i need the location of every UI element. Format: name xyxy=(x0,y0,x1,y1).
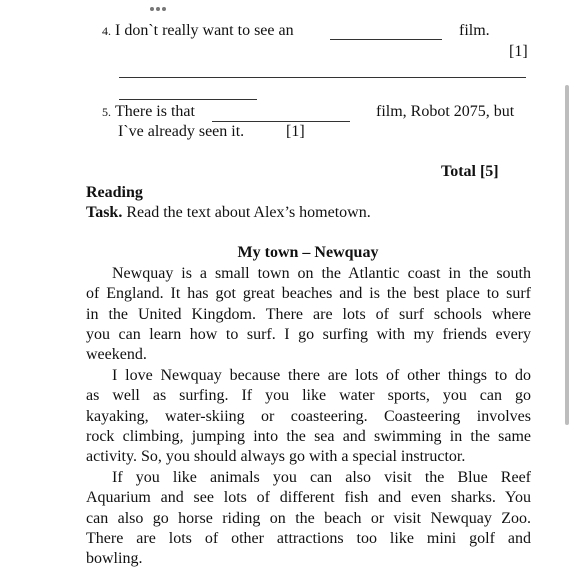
task-text: Read the text about Alex’s hometown. xyxy=(126,204,371,221)
cropped-text-fragment xyxy=(150,0,168,2)
total-score: Total [5] xyxy=(441,163,499,180)
question-text-line2: I`ve already seen it. xyxy=(118,123,245,140)
paragraph-line: in the United Kingdom. There are lots of surf schools where xyxy=(86,305,531,323)
article-paragraph-1 xyxy=(86,264,531,365)
task-label: Task. xyxy=(86,204,123,221)
question-text-end: film. xyxy=(459,22,490,39)
question-text-end: film, Robot 2075, but xyxy=(376,103,515,120)
question-5 xyxy=(102,103,195,121)
paragraph-line: I love Newquay because there are lots of other things to do xyxy=(112,367,531,384)
paragraph-line: There are lots of other attractions too like mini golf and xyxy=(86,529,531,547)
paragraph-line: as well as surfing. If you like water sports, you can go xyxy=(86,387,531,405)
article-paragraph-2 xyxy=(86,366,531,467)
paragraph-line: Aquarium and see lots of different fish and even sharks. You xyxy=(86,489,531,507)
question-number: 5. xyxy=(102,105,111,119)
question-text: There is that xyxy=(115,103,195,120)
answer-blank[interactable] xyxy=(212,121,350,122)
question-text: I don`t really want to see an xyxy=(115,22,294,39)
question-4 xyxy=(102,22,294,40)
paragraph-line: Newquay is a small town on the Atlantic coast in the south xyxy=(112,265,531,282)
paragraph-line: kayaking, water-skiing or coasteering. Coasteering involves xyxy=(86,407,531,425)
article-title: My town – Newquay xyxy=(237,244,379,261)
question-number: 4. xyxy=(102,24,111,38)
section-heading: Reading xyxy=(86,184,143,201)
marks-label: [1] xyxy=(286,123,305,140)
answer-line[interactable] xyxy=(119,77,526,78)
scrollbar[interactable] xyxy=(565,85,569,425)
answer-blank[interactable] xyxy=(330,39,442,40)
paragraph-line: you can learn how to surf. I go surfing with my friends every xyxy=(86,325,531,343)
paragraph-line: activity. So, you should always go with a special instructor. xyxy=(86,448,466,466)
paragraph-line: rock climbing, jumping into the sea and swimming in the same xyxy=(86,427,531,445)
article-paragraph-3 xyxy=(86,468,531,569)
paragraph-line: If you like animals you can also visit the Blue Reef xyxy=(112,469,531,486)
marks-label: [1] xyxy=(509,43,528,60)
paragraph-line: of England. It has got great beaches and is the best place to surf xyxy=(86,285,531,303)
task-instruction xyxy=(86,204,371,222)
answer-line[interactable] xyxy=(119,99,257,100)
paragraph-line: can also go horse riding on the beach or visit Newquay Zoo. xyxy=(86,509,531,527)
paragraph-line: bowling. xyxy=(86,550,143,568)
paragraph-line: weekend. xyxy=(86,346,147,364)
